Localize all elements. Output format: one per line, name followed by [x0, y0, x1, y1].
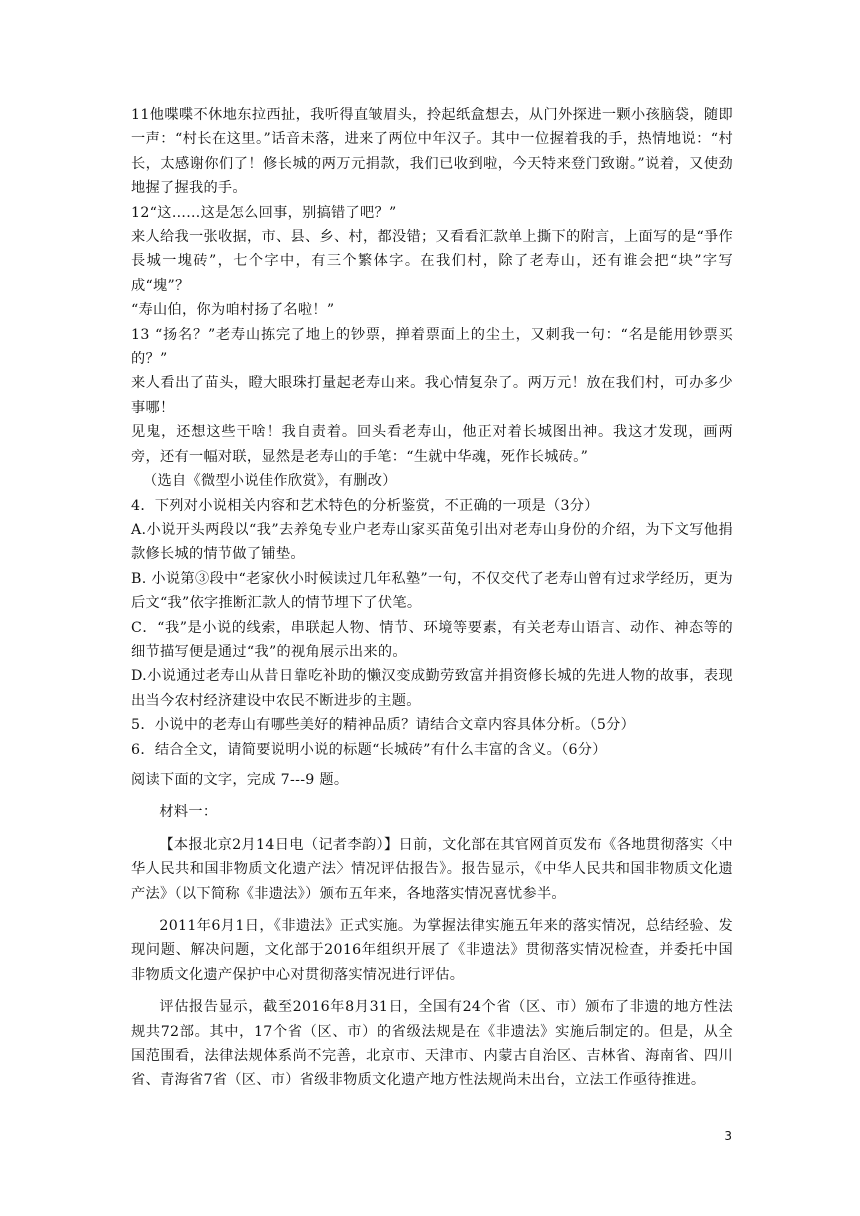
- option-d: D.小说通过老寿山从昔日靠吃补助的懒汉变成勤劳致富并捐资修长城的先进人物的故事，表现出当今农村经济建设中农民不断进步的主题。: [131, 668, 733, 709]
- material-paragraph-1: 【本报北京2月14日电（记者李韵）】日前，文化部在其官网首页发布《各地贯彻落实〈中华人民共和国非物质文化遗产法〉情况评估报告》。报告显示，《中华人民共和国非物质文化遗产法》（以下简称《非遗法》）颁布五年来，各地落实情况喜忧参半。: [131, 836, 733, 902]
- question-6: 6．结合全文，请简要说明小说的标题“长城砖”有什么丰富的含义。（6分）: [131, 741, 607, 758]
- option-a: A.小说开头两段以“我”去养兔专业户老寿山家买苗兔引出对老寿山身份的介绍，为下文写他捐款修长城的情节做了铺垫。: [131, 521, 733, 563]
- story-paragraph-12: 12“这……这是怎么回事，别搞错了吧？”: [131, 204, 397, 221]
- page-number: 3: [724, 1129, 732, 1143]
- material-paragraph-3: 评估报告显示，截至2016年8月31日，全国有24个省（区、市）颁布了非遗的地方性法规共72部。其中，17个省（区、市）的省级法规是在《非遗法》实施后制定的。但是，从全国范围看，法律法规体系尚不完善，北京市、天津市、内蒙古自治区、吉林省、海南省、四川省、青海省7省（区、市）省级非物质文化遗产地方性法规尚未出台，立法工作亟待推进。: [131, 999, 733, 1089]
- material-paragraph-2: 2011年6月1日，《非遗法》正式实施。为掌握法律实施五年来的落实情况，总结经验、发现问题、解决问题，文化部于2016年组织开展了《非遗法》贯彻落实情况检查，并委托中国非物质文化遗产保护中心对贯彻落实情况进行评估。: [131, 918, 733, 983]
- story-paragraph-praise: “寿山伯，你为咱村扬了名啦！”: [131, 302, 335, 319]
- story-paragraph-visitors: 来人看出了苗头，瞪大眼珠打量起老寿山来。我心情复杂了。两万元！放在我们村，可办多少事哪！: [131, 375, 733, 416]
- story-paragraph-receipt: 来人给我一张收据，市、县、乡、村，都没错；又看看汇款单上撕下的附言，上面写的是“爭作長城一塊砖”，七个字中，有三个繁体字。在我们村，除了老寿山，还有谁会把“块”字写成“塊”？: [131, 229, 733, 294]
- story-paragraph-11: 11他喋喋不休地东拉西扯，我听得直皱眉头，拎起纸盒想去，从门外探进一颗小孩脑袋，随即一声：“村长在这里。”话音未落，进来了两位中年汉子。其中一位握着我的手，热情地说：“村长，太感谢你们了！修长城的两万元捐款，我们已收到啦，今天特来登门致谢。”说着，又使劲地握了握我的手。: [131, 107, 733, 197]
- story-paragraph-ending: 见鬼，还想这些干啥！我自责着。回头看老寿山，他正对着长城图出神。我这才发现，画两旁，还有一幅对联，显然是老寿山的手笔：“生就中华魂，死作长城砖。”: [131, 424, 733, 465]
- material-label: 材料一：: [159, 804, 218, 821]
- reading-instruction: 阅读下面的文字，完成 7---9 题。: [131, 771, 349, 788]
- source-note: （选自《微型小说佳作欣赏》，有删改）: [143, 473, 397, 490]
- story-paragraph-13: 13 “扬名？”老寿山拣完了地上的钞票，掸着票面上的尘土，又刺我一句：“名是能用钞票买的？”: [131, 326, 733, 368]
- option-c: C．“我”是小说的线索，串联起人物、情节、环境等要素，有关老寿山语言、动作、神态等的细节描写便是通过“我”的视角展示出来的。: [131, 619, 733, 660]
- question-5: 5．小说中的老寿山有哪些美好的精神品质？请结合文章内容具体分析。（5分）: [131, 717, 636, 734]
- document-body: [131, 103, 733, 1093]
- question-4: 4．下列对小说相关内容和艺术特色的分析鉴赏，不正确的一项是（3分）: [131, 497, 599, 514]
- option-b: B. 小说第③段中“老家伙小时候读过几年私塾”一句，不仅交代了老寿山曾有过求学经历，更为后文“我”依字推断汇款人的情节埋下了伏笔。: [131, 570, 733, 612]
